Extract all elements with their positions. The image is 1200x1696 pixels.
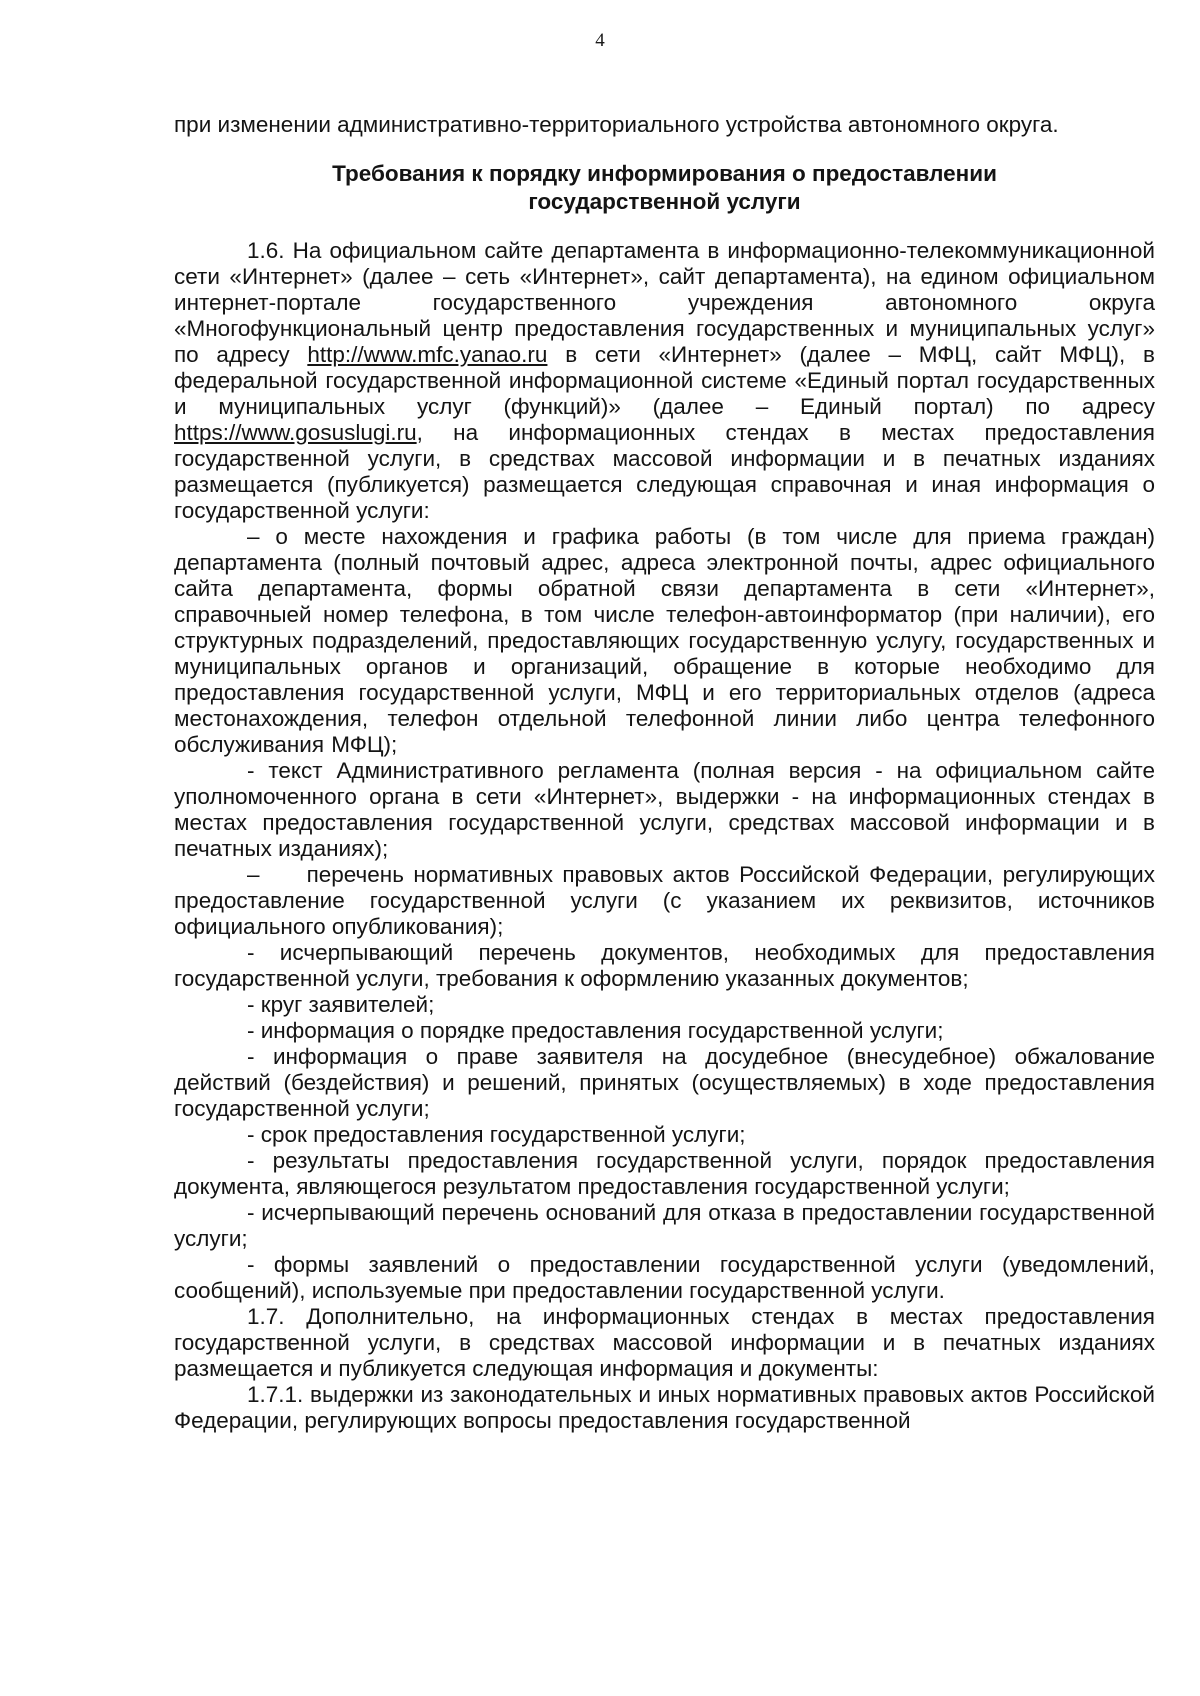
lead-line: при изменении административно-территориального устройства автономного округа.: [174, 112, 1059, 137]
list-item: - результаты предоставления государственной услуги, порядок предоставления документа, являющегося результатом предоставления государственной услуги;: [174, 1148, 1155, 1199]
list-item: - круг заявителей;: [247, 992, 435, 1017]
gosuslugi-link[interactable]: https://www.gosuslugi.ru: [174, 420, 417, 445]
section-heading: [174, 160, 1155, 216]
paragraph-1-7: 1.7. Дополнительно, на информационных стендах в местах предоставления государственной услуги, в средствах массовой информации и в печатных изданиях размещается и публикуется следующая информация и документы:: [174, 1304, 1155, 1381]
list-item: - информация о праве заявителя на досудебное (внесудебное) обжалование действий (бездействия) и решений, принятых (осуществляемых) в ходе предоставления государственной услуги;: [174, 1044, 1155, 1121]
page-number: 4: [595, 30, 605, 51]
list-item: - текст Административного регламента (полная версия - на официальном сайте уполномоченного органа в сети «Интернет», выдержки - на информационных стендах в местах предоставления государственной услуги, средствах массовой информации и в печатных изданиях);: [174, 758, 1155, 861]
list-item: – о месте нахождения и графика работы (в том числе для приема граждан) департамента (полный почтовый адрес, адреса электронной почты, адрес официального сайта департамента, формы обратной связи департамента в сети «Интернет», справочныей номер телефона, в том числе телефон-автоинформатор (при наличии), его структурных подразделений, предоставляющих государственную услугу, государственных и муниципальных органов и организаций, обращение в которые необходимо для предоставления государственной услуги, МФЦ и его территориальных отделов (адреса местонахождения, телефон отдельной телефонной линии либо центра телефонного обслуживания МФЦ);: [174, 524, 1155, 757]
mfc-link[interactable]: http://www.mfc.yanao.ru: [307, 342, 548, 367]
list-item: – перечень нормативных правовых актов Российской Федерации, регулирующих предоставление государственной услуги (с указанием их реквизитов, источников официального опубликования);: [174, 862, 1162, 939]
list-item: - формы заявлений о предоставлении государственной услуги (уведомлений, сообщений), используемые при предоставлении государственной услуги.: [174, 1252, 1155, 1303]
section-heading-line-1: Требования к порядку информирования о предоставлении: [332, 161, 997, 186]
paragraph-1-6-part-2: в сети «Интернет» (далее – МФЦ, сайт МФЦ), в федеральной государственной информационной системе «Единый портал государственных и муниципальных услуг (функций)» (далее – Единый портал) по адресу: [174, 342, 1155, 419]
paragraph-1-7-1: 1.7.1. выдержки из законодательных и иных нормативных правовых актов Российской Федерации, регулирующих вопросы предоставления государственной: [174, 1382, 1155, 1433]
list-item: - информация о порядке предоставления государственной услуги;: [247, 1018, 944, 1043]
section-heading-line-2: государственной услуги: [528, 189, 801, 214]
paragraph-1-6-part-3: , на информационных стендах в местах предоставления государственной услуги, в средствах массовой информации и в печатных изданиях размещается (публикуется) размещается следующая справочная и иная информация о государственной услуги:: [174, 420, 1155, 523]
paragraph-1-6: [174, 238, 1155, 524]
paragraph-1-6-part-1: 1.6. На официальном сайте департамента в информационно-телекоммуникационной сети «Интернет» (далее – сеть «Интернет», сайт департамента), на едином официальном интернет-портале государственного учреждения автономного округа «Многофункциональный центр предоставления государственных и муниципальных услуг» по адресу: [174, 238, 1155, 367]
list-item: - срок предоставления государственной услуги;: [247, 1122, 746, 1147]
list-item: - исчерпывающий перечень документов, необходимых для предоставления государственной услуги, требования к оформлению указанных документов;: [174, 940, 1155, 991]
document-body: [174, 112, 1162, 1434]
list-item: - исчерпывающий перечень оснований для отказа в предоставлении государственной услуги;: [174, 1200, 1155, 1251]
